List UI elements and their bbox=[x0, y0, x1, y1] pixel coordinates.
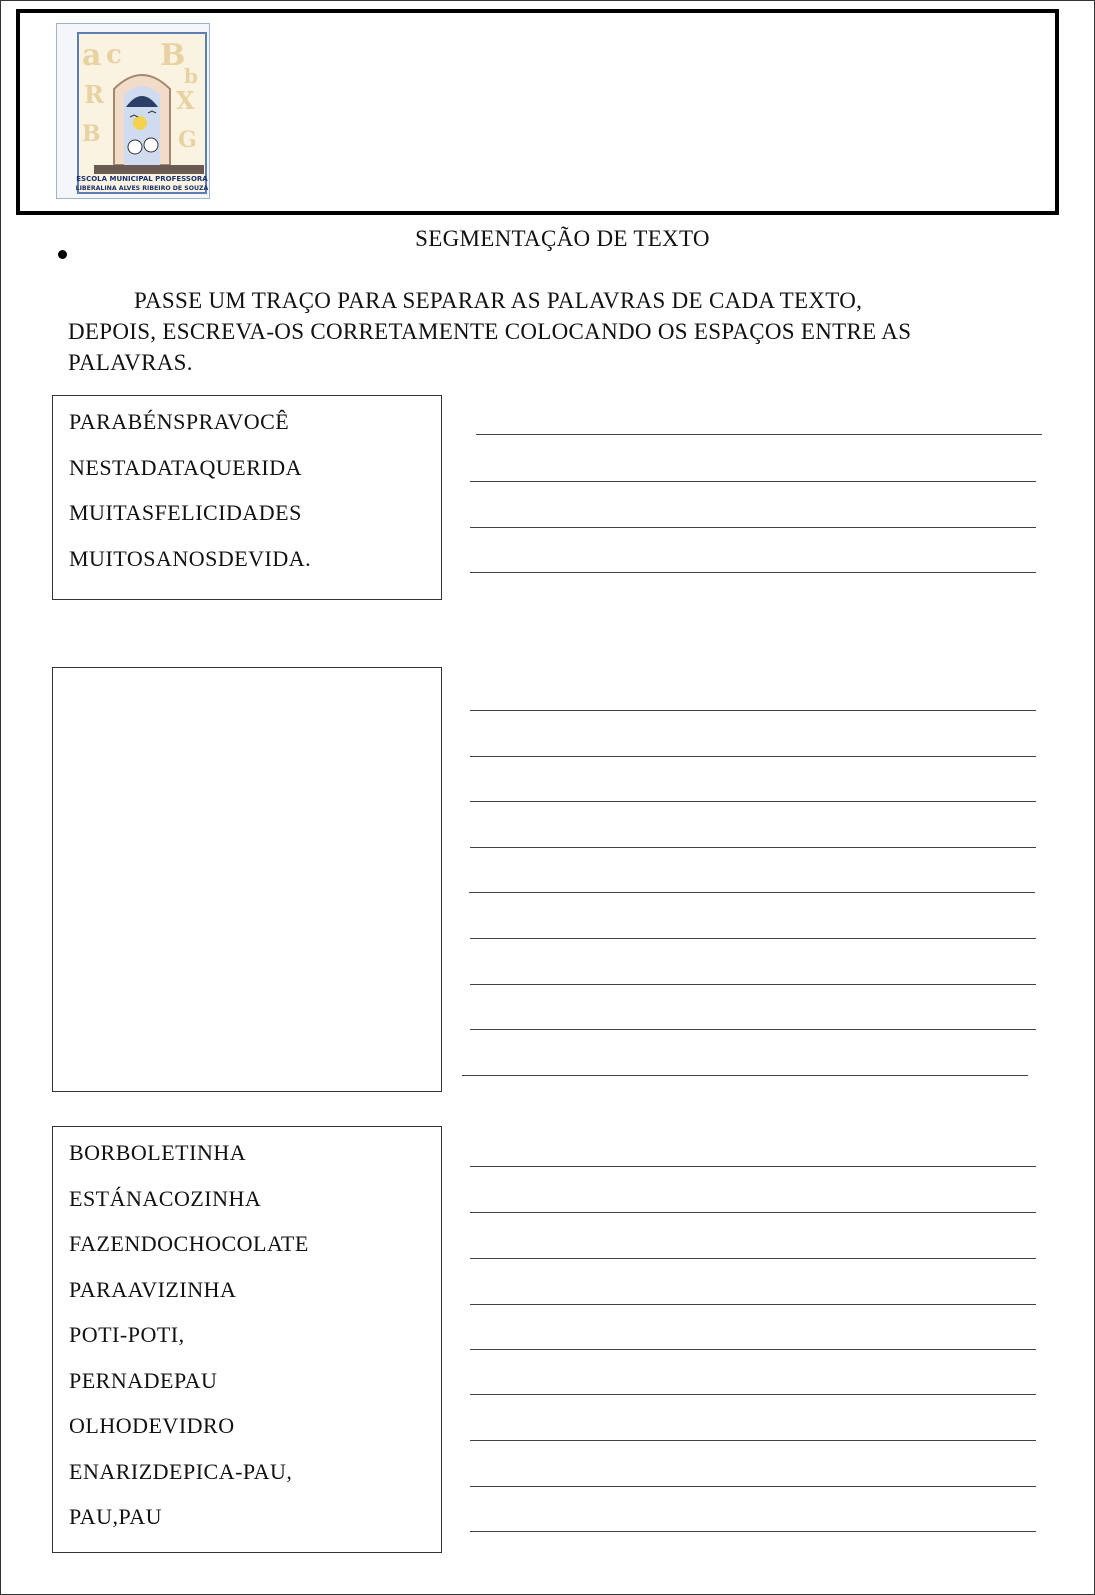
exercise-3-word-line: PAU,PAU bbox=[69, 1504, 162, 1529]
answer-line[interactable] bbox=[470, 1166, 1036, 1167]
answer-line[interactable] bbox=[462, 1075, 1028, 1076]
logo-school-name-line1: ESCOLA MUNICIPAL PROFESSORA bbox=[76, 175, 208, 183]
svg-text:c: c bbox=[106, 40, 122, 70]
answer-line[interactable] bbox=[476, 434, 1042, 435]
answer-line[interactable] bbox=[470, 984, 1036, 985]
answer-line[interactable] bbox=[470, 1440, 1036, 1441]
answer-line[interactable] bbox=[470, 1394, 1036, 1395]
answer-line[interactable] bbox=[469, 892, 1035, 893]
exercise-3-word-line: PERNADEPAU bbox=[69, 1368, 218, 1393]
exercise-3-word-line: FAZENDOCHOCOLATE bbox=[69, 1231, 309, 1256]
answer-line[interactable] bbox=[470, 1304, 1036, 1305]
exercise-1-word-box bbox=[52, 395, 442, 600]
exercise-1-word-line: NESTADATAQUERIDA bbox=[69, 455, 303, 480]
bullet-point bbox=[58, 250, 67, 259]
svg-text:b: b bbox=[184, 64, 198, 88]
instructions-line-3: PALAVRAS. bbox=[68, 350, 193, 375]
answer-line[interactable] bbox=[470, 1212, 1036, 1213]
instructions bbox=[68, 285, 1048, 378]
answer-line[interactable] bbox=[470, 1531, 1036, 1532]
answer-line[interactable] bbox=[470, 756, 1036, 757]
answer-line[interactable] bbox=[470, 527, 1036, 528]
exercise-1-word-line: MUITASFELICIDADES bbox=[69, 500, 302, 525]
exercise-3-word-line: ENARIZDEPICA-PAU, bbox=[69, 1459, 293, 1484]
answer-line[interactable] bbox=[470, 1258, 1036, 1259]
exercise-3-word-line: BORBOLETINHA bbox=[69, 1140, 247, 1165]
instructions-line-2: DEPOIS, ESCREVA-OS CORRETAMENTE COLOCANDO OS ESPAÇOS ENTRE AS bbox=[68, 319, 912, 344]
svg-text:a: a bbox=[82, 38, 102, 73]
exercise-3-word-line: OLHODEVIDRO bbox=[69, 1413, 235, 1438]
instructions-line-1: PASSE UM TRAÇO PARA SEPARAR AS PALAVRAS DE CADA TEXTO, bbox=[134, 288, 863, 313]
logo-school-name-line2: LIBERALINA ALVES RIBEIRO DE SOUZA bbox=[75, 185, 209, 192]
answer-line[interactable] bbox=[470, 938, 1036, 939]
svg-text:B: B bbox=[160, 38, 186, 73]
answer-line[interactable] bbox=[470, 1029, 1036, 1030]
answer-line[interactable] bbox=[470, 481, 1036, 482]
page-title: SEGMENTAÇÃO DE TEXTO bbox=[415, 226, 710, 251]
answer-line[interactable] bbox=[470, 1486, 1036, 1487]
answer-line[interactable] bbox=[470, 847, 1036, 848]
exercise-1-word-line: MUITOSANOSDEVIDA. bbox=[69, 546, 312, 571]
svg-text:X: X bbox=[176, 86, 195, 115]
header-box bbox=[16, 9, 1059, 215]
exercise-1-word-line: PARABÉNSPRAVOCÊ bbox=[69, 409, 290, 434]
svg-text:G: G bbox=[178, 127, 197, 153]
school-logo bbox=[56, 23, 210, 199]
svg-text:B: B bbox=[82, 121, 101, 147]
svg-text:R: R bbox=[84, 80, 104, 109]
answer-line[interactable] bbox=[470, 710, 1036, 711]
exercise-3-word-box bbox=[52, 1126, 442, 1553]
exercise-2-word-box bbox=[52, 667, 442, 1092]
answer-line[interactable] bbox=[470, 1349, 1036, 1350]
exercise-3-word-line: PARAAVIZINHA bbox=[69, 1277, 237, 1302]
exercise-3-word-line: ESTÁNACOZINHA bbox=[69, 1186, 262, 1211]
answer-line[interactable] bbox=[470, 572, 1036, 573]
exercise-3-word-line: POTI-POTI, bbox=[69, 1322, 185, 1347]
answer-line[interactable] bbox=[470, 801, 1036, 802]
